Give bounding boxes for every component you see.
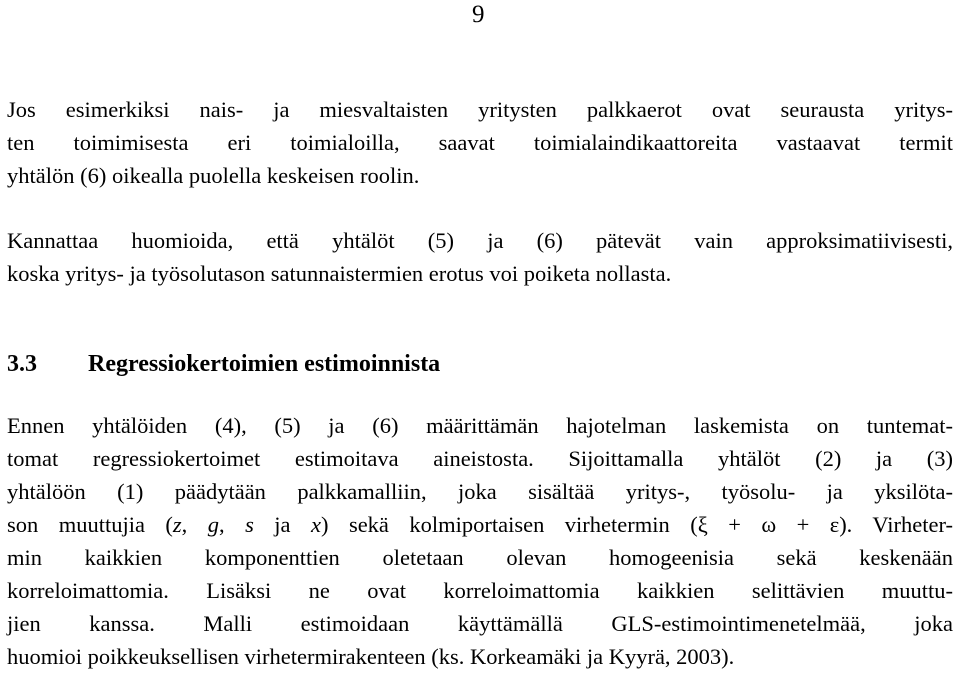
page-number: 9 (472, 1, 485, 28)
variable-g: g (207, 512, 219, 537)
body-line-8: huomioi poikkeuksellisen virhetermirakenteen (ks. Korkeamäki ja Kyyrä, 2003). (7, 644, 735, 669)
body-line-3: yhtälöön (1) päädytään palkkamalliin, joka sisältää yritys-, työsolu- ja yksilöta- (7, 479, 953, 504)
paragraph-2-line-1: Kannattaa huomioida, että yhtälöt (5) ja (6) pätevät vain approksimatiivisesti, (7, 228, 953, 253)
variable-x: x (311, 512, 321, 537)
paragraph-1-line-1: Jos esimerkiksi nais- ja miesvaltaisten yritysten palkkaerot ovat seurausta yritys- (7, 97, 953, 122)
body-line-6: korreloimattomia. Lisäksi ne ovat korreloimattomia kaikkien selittävien muuttu- (7, 578, 953, 603)
section-title: Regressiokertoimien estimoinnista (88, 351, 441, 377)
paragraph-1-line-2: ten toimimisesta eri toimialoilla, saavat toimialaindikaattoreita vastaavat termit (7, 130, 953, 155)
paragraph-1-line-3: yhtälön (6) oikealla puolella keskeisen roolin. (7, 163, 420, 188)
variable-s: s (245, 512, 254, 537)
body-line-4-start: son muuttujia ( (7, 512, 173, 537)
variable-z: z (172, 512, 182, 537)
body-line-4-end: ) sekä kolmiportaisen virhetermin (ξ + ω + ε). Virheter- (321, 512, 954, 537)
body-line-2: tomat regressiokertoimet estimoitava aineistosta. Sijoittamalla yhtälöt (2) ja (3) (7, 446, 953, 471)
body-line-5: min kaikkien komponenttien oletetaan olevan homogeenisia sekä keskenään (7, 545, 953, 570)
separator: , (181, 512, 208, 537)
body-line-1: Ennen yhtälöiden (4), (5) ja (6) määrittämän hajotelman laskemista on tuntemat- (7, 413, 953, 438)
separator: , (219, 512, 246, 537)
section-number: 3.3 (7, 351, 37, 377)
section-heading (7, 348, 440, 380)
body-line-4 (7, 510, 953, 540)
body-line-7: jien kanssa. Malli estimoidaan käyttämällä GLS-estimointimenetelmää, joka (7, 611, 953, 636)
paragraph-2-line-2: koska yritys- ja työsolutason satunnaistermien erotus voi poiketa nollasta. (7, 261, 672, 286)
separator: ja (253, 512, 311, 537)
